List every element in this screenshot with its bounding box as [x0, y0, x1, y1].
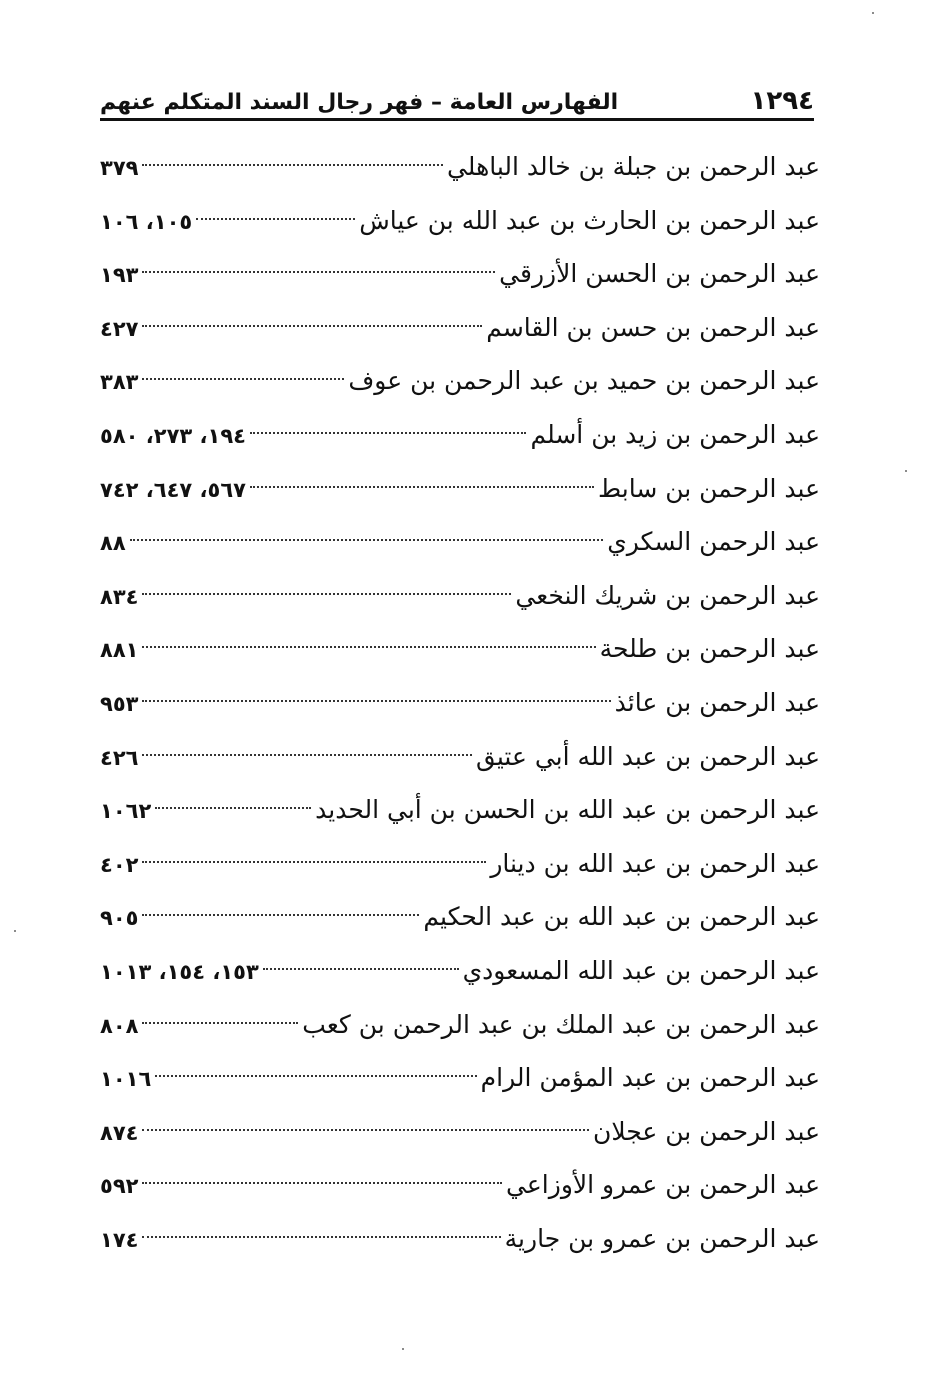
- entry-name: عبد الرحمن بن عبد الله بن دينار: [490, 848, 820, 878]
- entry-name: عبد الرحمن بن حميد بن عبد الرحمن بن عوف: [348, 366, 820, 396]
- index-entry: [100, 408, 820, 462]
- entry-name: عبد الرحمن السكري: [607, 527, 820, 557]
- entry-name: عبد الرحمن بن الحارث بن عبد الله بن عياش: [359, 205, 820, 235]
- index-entry: [100, 354, 820, 408]
- entry-name: عبد الرحمن بن طلحة: [599, 634, 820, 664]
- entry-pages: ٨٣٤: [100, 584, 139, 609]
- dot-leader: [142, 164, 443, 166]
- index-entry: [100, 194, 820, 248]
- entry-name: عبد الرحمن بن عمرو بن جارية: [504, 1223, 820, 1253]
- entry-pages: ١٧٤: [100, 1227, 139, 1252]
- index-entry: [100, 998, 820, 1052]
- entry-name: عبد الرحمن بن عمرو الأوزاعي: [506, 1170, 820, 1200]
- dot-leader: [142, 914, 419, 916]
- dot-leader: [130, 539, 604, 541]
- entry-pages: ٩٥٣: [100, 691, 139, 716]
- dot-leader: [155, 807, 311, 809]
- entry-name: عبد الرحمن بن سابط: [598, 473, 820, 503]
- dot-leader: [142, 700, 610, 702]
- index-entry: [100, 515, 820, 569]
- entry-pages: ١٠١٦: [100, 1067, 152, 1092]
- header-rule: [100, 118, 814, 121]
- index-entry: [100, 890, 820, 944]
- entry-pages: ٤٢٦: [100, 745, 139, 770]
- entry-name: عبد الرحمن بن عبد الملك بن عبد الرحمن بن كعب: [302, 1009, 820, 1039]
- entry-pages: ٩٠٥: [100, 906, 139, 931]
- entry-name: عبد الرحمن بن عبد الله المسعودي: [462, 955, 820, 985]
- index-entry: [100, 783, 820, 837]
- dot-leader: [250, 432, 526, 434]
- entry-name: عبد الرحمن بن عجلان: [592, 1116, 820, 1146]
- dot-leader: [142, 646, 595, 648]
- entry-name: عبد الرحمن بن عبد المؤمن الرام: [480, 1063, 820, 1093]
- dot-leader: [142, 861, 486, 863]
- page-number: ١٢٩٤: [750, 86, 814, 116]
- entry-pages: ١٥٣، ١٥٤، ١٠١٣: [100, 959, 259, 984]
- dot-leader: [142, 325, 482, 327]
- entry-pages: ٤٠٢: [100, 852, 139, 877]
- entry-name: عبد الرحمن بن حسن بن القاسم: [486, 312, 820, 342]
- index-entry: [100, 1158, 820, 1212]
- entry-pages: ٥٦٧، ٦٤٧، ٧٤٢: [100, 477, 246, 502]
- scan-speck: [14, 930, 16, 932]
- dot-leader: [142, 1022, 298, 1024]
- entry-name: عبد الرحمن بن زيد بن أسلم: [530, 419, 820, 449]
- entry-name: عبد الرحمن بن الحسن الأزرقي: [499, 259, 820, 289]
- index-entry: [100, 837, 820, 891]
- index-entry: [100, 247, 820, 301]
- dot-leader: [142, 271, 495, 273]
- entry-pages: ٨٨: [100, 531, 126, 556]
- dot-leader: [196, 218, 355, 220]
- entry-pages: ٨٨١: [100, 638, 139, 663]
- index-entry: [100, 1051, 820, 1105]
- scan-speck: [872, 12, 874, 14]
- dot-leader: [142, 1182, 502, 1184]
- entry-pages: ٥٩٢: [100, 1174, 139, 1199]
- running-title: الفهارس العامة – فهر رجال السند المتكلم عنهم: [100, 90, 619, 115]
- entry-name: عبد الرحمن بن عبد الله أبي عتيق: [476, 741, 820, 771]
- entry-pages: ٣٨٣: [100, 370, 139, 395]
- dot-leader: [142, 754, 472, 756]
- index-entry: [100, 301, 820, 355]
- entry-pages: ١٠٦٢: [100, 799, 152, 824]
- entry-name: عبد الرحمن بن عبد الله بن الحسن بن أبي الحديد: [315, 795, 820, 825]
- index-entry: [100, 622, 820, 676]
- dot-leader: [250, 486, 594, 488]
- entry-pages: ١٩٣: [100, 263, 139, 288]
- index-entry: [100, 730, 820, 784]
- dot-leader: [142, 378, 344, 380]
- entry-pages: ٨٧٤: [100, 1120, 139, 1145]
- index-entry: [100, 1212, 820, 1266]
- dot-leader: [142, 1129, 589, 1131]
- index-entries: [100, 140, 820, 1265]
- index-entry: [100, 462, 820, 516]
- entry-pages: ١٩٤، ٢٧٣، ٥٨٠: [100, 423, 246, 448]
- index-entry: [100, 944, 820, 998]
- dot-leader: [155, 1075, 476, 1077]
- scan-speck: [905, 470, 907, 472]
- index-entry: [100, 140, 820, 194]
- entry-name: عبد الرحمن بن عائذ: [614, 687, 820, 717]
- entry-name: عبد الرحمن بن عبد الله بن عبد الحكيم: [423, 902, 820, 932]
- entry-pages: ٣٧٩: [100, 156, 139, 180]
- entry-pages: ٨٠٨: [100, 1013, 139, 1038]
- dot-leader: [263, 968, 459, 970]
- dot-leader: [142, 1236, 500, 1238]
- entry-pages: ١٠٥، ١٠٦: [100, 209, 193, 234]
- entry-name: عبد الرحمن بن جبلة بن خالد الباهلي: [446, 152, 820, 181]
- index-entry: [100, 676, 820, 730]
- entry-name: عبد الرحمن بن شريك النخعي: [515, 580, 820, 610]
- page-header: [100, 78, 814, 114]
- entry-pages: ٤٢٧: [100, 316, 139, 341]
- scan-speck: [402, 1348, 404, 1350]
- dot-leader: [142, 593, 511, 595]
- index-entry: [100, 1105, 820, 1159]
- index-entry: [100, 569, 820, 623]
